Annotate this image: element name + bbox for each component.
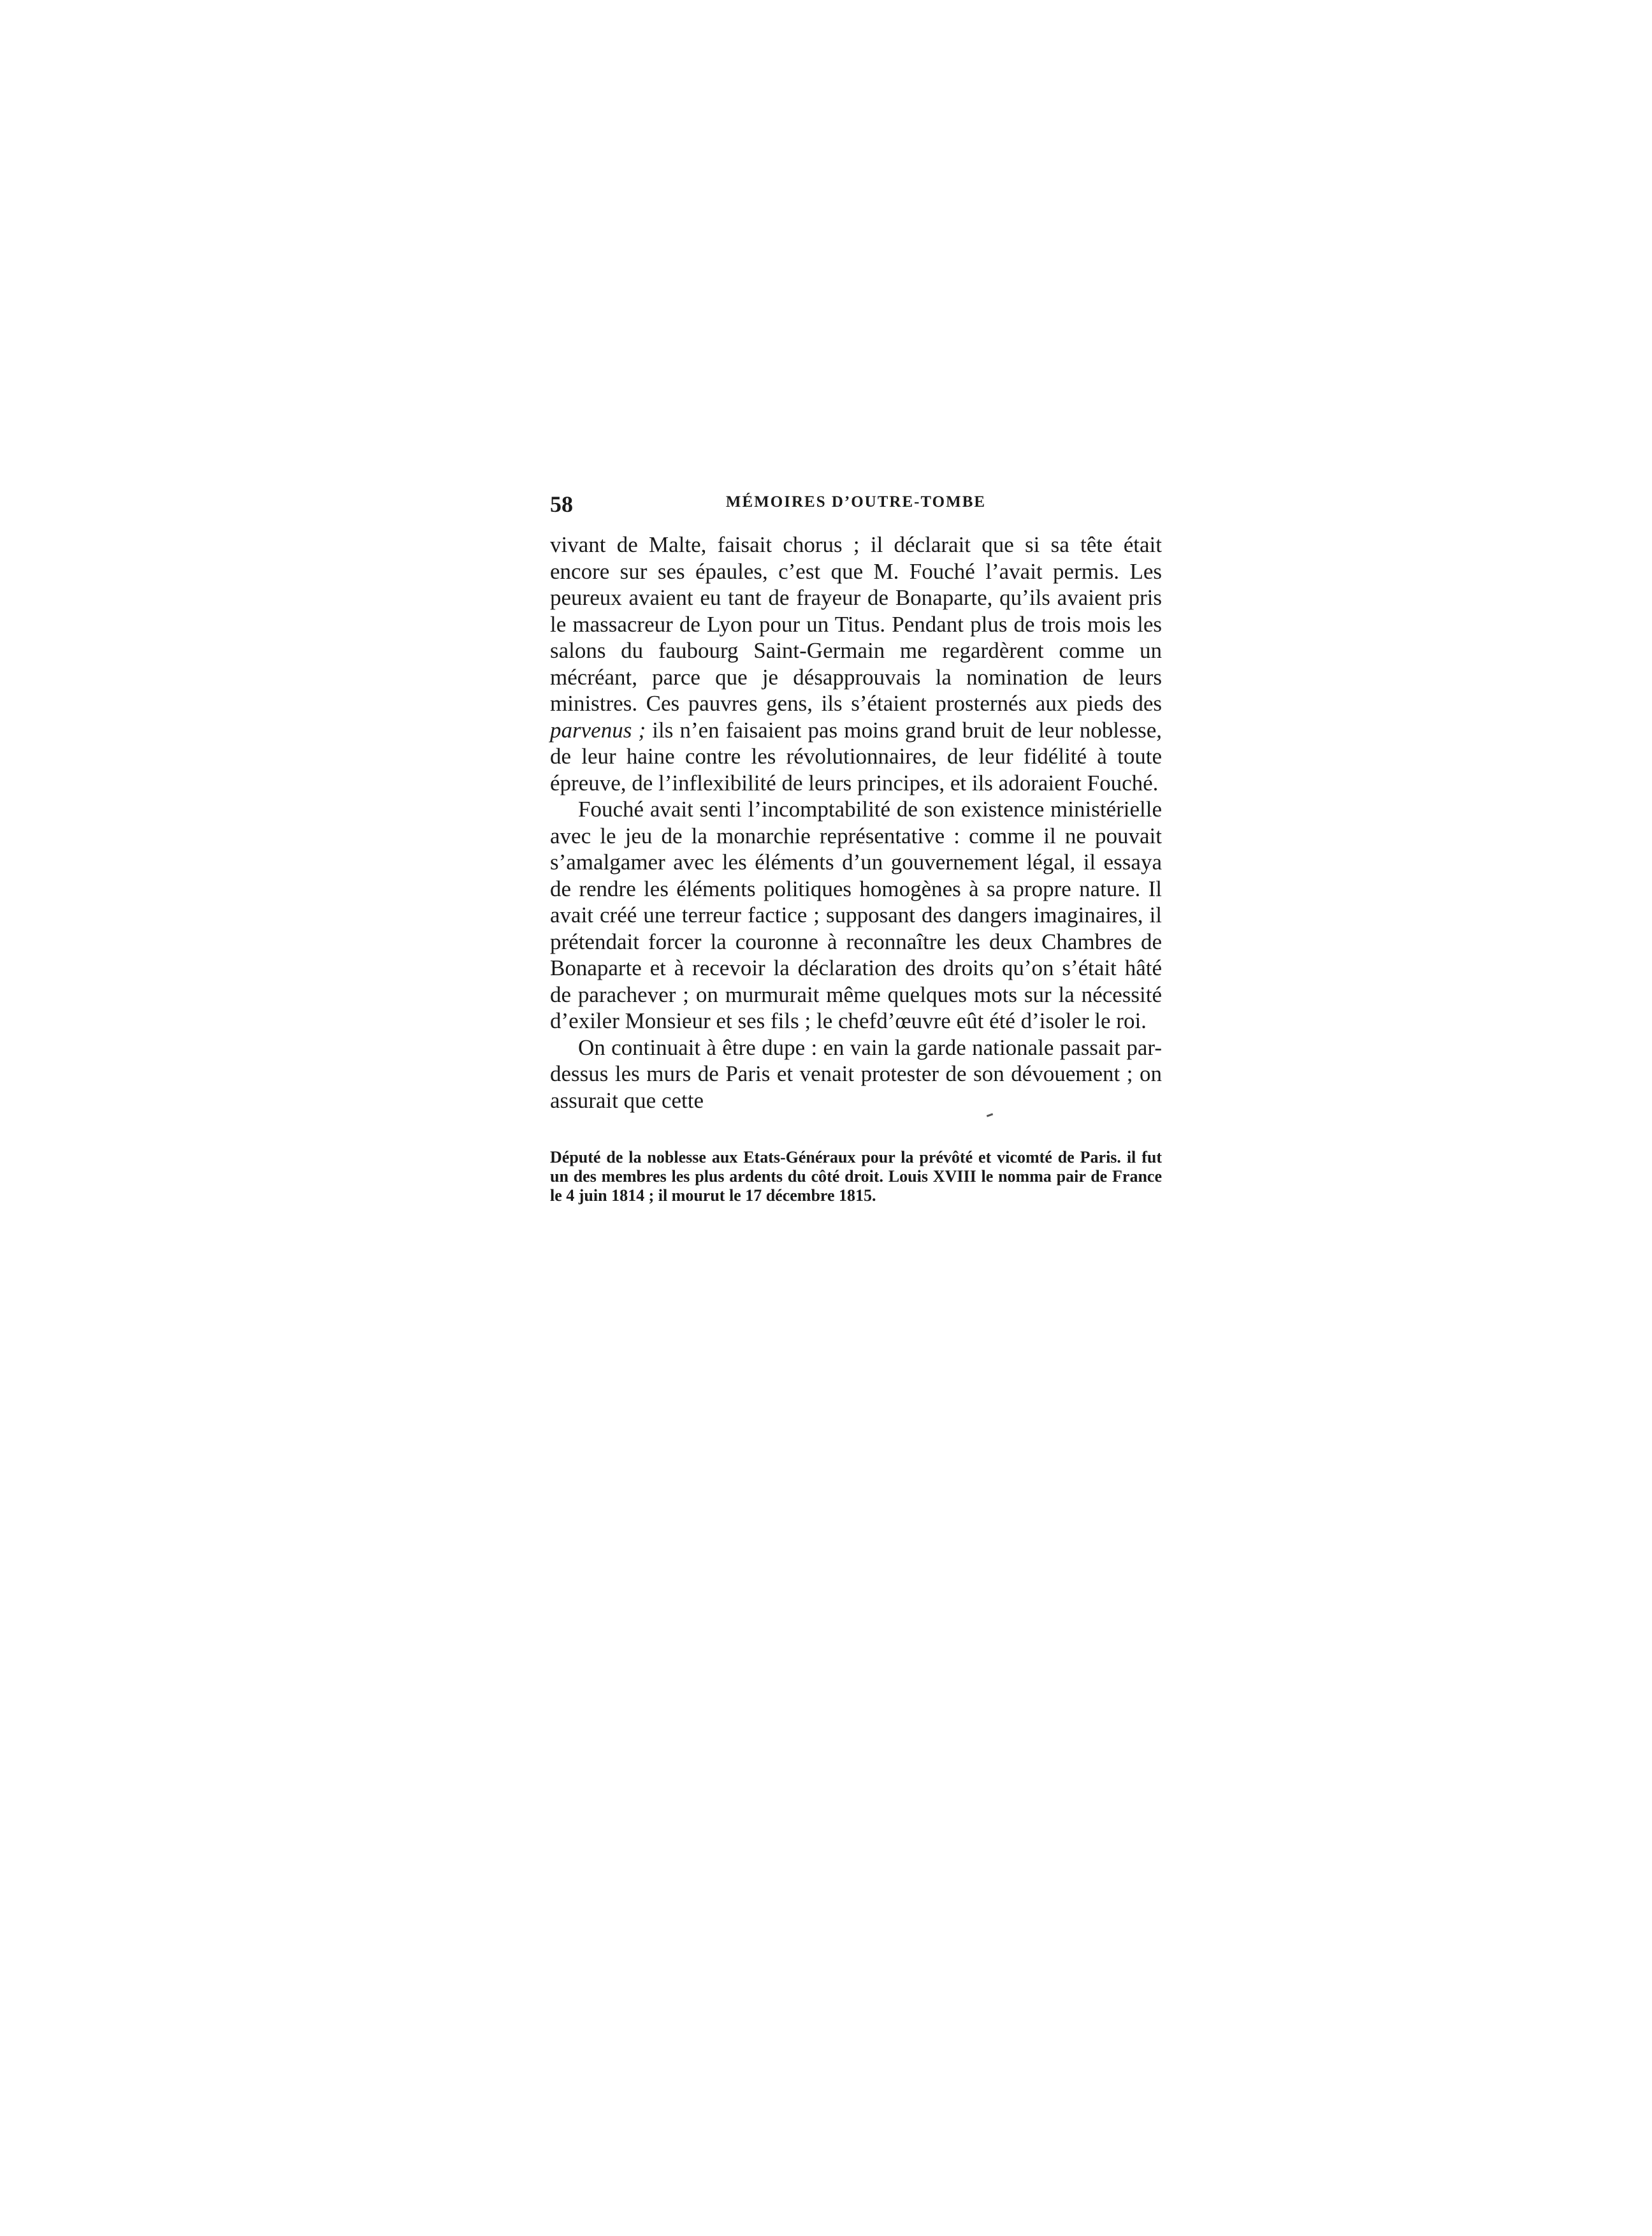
paragraph-1-emphasis: parvenus ;: [550, 717, 646, 743]
paragraph-1: [550, 532, 1162, 796]
text-block: [550, 491, 1162, 1205]
paragraph-3: On continuait à être dupe : en vain la garde nationale passait par-dessus les murs de Paris et venait protester de son dévouement ; on assurait que cette: [550, 1035, 1162, 1113]
running-head: [550, 491, 1162, 529]
paragraph-2: Fouché avait senti l’incomptabilité de son existence ministérielle avec le jeu de la monarchie représentative : comme il ne pouvait s’amalgamer avec les éléments d’un gouvernement légal, il essaya de rendre les éléments politiques homogènes à sa propre nature. Il avait créé une terreur factice ; supposant des dangers imaginaires, il prétendait forcer la couronne à reconnaître les deux Chambres de Bonaparte et à recevoir la déclaration des droits qu’on s’était hâté de parachever ; on murmurait même quelques mots sur la nécessité d’exiler Monsieur et ses fils ; le chefd’œuvre eût été d’isoler le roi.: [550, 797, 1162, 1033]
footnote: Député de la noblesse aux Etats-Généraux pour la prévôté et vicomté de Paris. il fut un des membres les plus ardents du côté droit. Louis XVIII le nomma pair de France le 4 juin 1814 ; il mourut le 17 décembre 1815.: [550, 1148, 1162, 1205]
body-text: [550, 532, 1162, 1114]
paragraph-1-text-after: ils n’en faisaient pas moins grand bruit de leur noblesse, de leur haine contre les révolutionnaires, de leur fidélité à toute épreuve, de l’inflexibilité de leurs principes, et ils adoraient Fouché.: [550, 717, 1163, 795]
paragraph-1-text-before: vivant de Malte, faisait chorus ; il déclarait que si sa tête était encore sur ses épaules, c’est que M. Fouché l’avait permis. Les peureux avaient eu tant de frayeur de Bonaparte, qu’ils avaient pris le massacreur de Lyon pour un Titus. Pendant plus de trois mois les salons du faubourg Saint-Germain me regardèrent comme un mécréant, parce que je désapprouvais la nomination de leurs ministres. Ces pauvres gens, ils s’étaient prosternés aux pieds des: [550, 532, 1162, 716]
page-number: 58: [550, 491, 573, 517]
running-title: MÉMOIRES D’OUTRE-TOMBE: [725, 493, 987, 511]
